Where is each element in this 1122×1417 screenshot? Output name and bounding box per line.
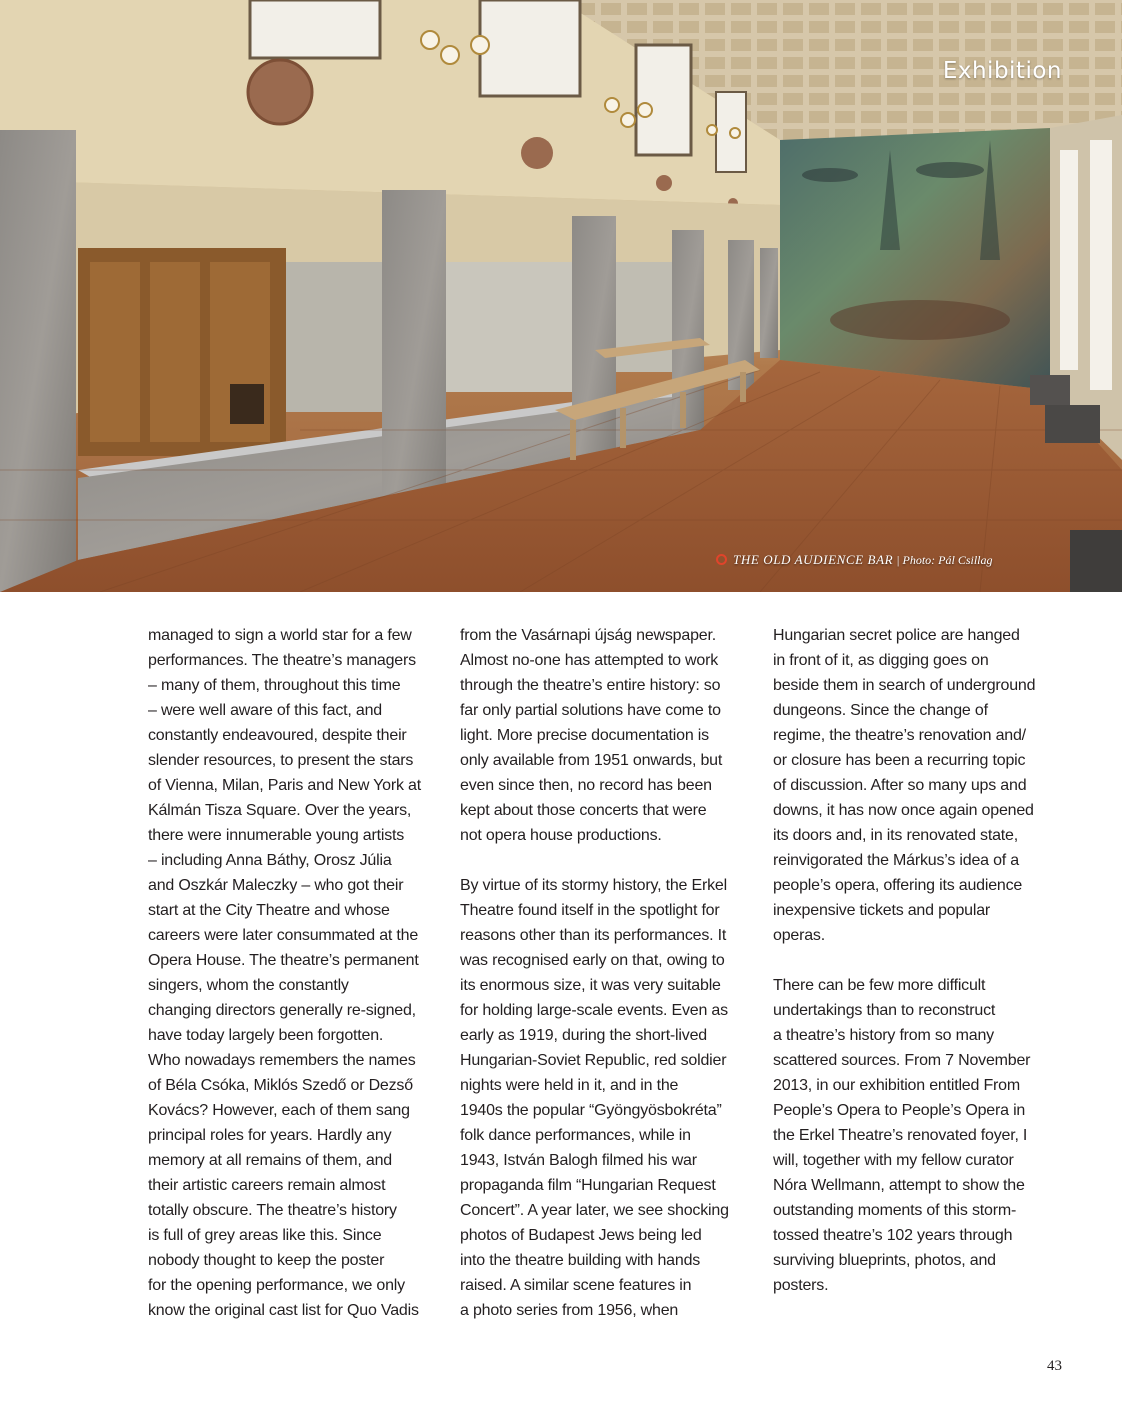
text-line: people’s opera, offering its audience (773, 877, 1023, 894)
text-line: Nóra Wellmann, attempt to show the (773, 1177, 1025, 1194)
text-line: a theatre’s history from so many (773, 1027, 994, 1044)
text-line: early as 1919, during the short-lived (460, 1027, 707, 1044)
text-line: from the Vasárnapi újság newspaper. (460, 627, 716, 644)
text-line: for the opening performance, we only (148, 1277, 405, 1294)
text-line: downs, it has now once again opened (773, 802, 1034, 819)
text-line: – many of them, throughout this time (148, 677, 401, 694)
text-line: By virtue of its stormy history, the Erkel (460, 877, 727, 894)
text-line: singers, whom the constantly (148, 977, 349, 994)
text-line: nobody thought to keep the poster (148, 1252, 385, 1269)
text-line: light. More precise documentation is (460, 727, 709, 744)
text-line: know the original cast list for Quo Vadis (148, 1302, 419, 1319)
text-line: Concert”. A year later, we see shocking (460, 1202, 729, 1219)
text-line: Opera House. The theatre’s permanent (148, 952, 419, 969)
text-line: – including Anna Báthy, Orosz Júlia (148, 852, 392, 869)
text-line: slender resources, to present the stars (148, 752, 414, 769)
text-line: reasons other than its performances. It (460, 927, 727, 944)
hero-photo (0, 0, 1122, 592)
text-line: Hungarian-Soviet Republic, red soldier (460, 1052, 727, 1069)
text-line: 1940s the popular “Gyöngyösbokréta” (460, 1102, 722, 1119)
text-line: propaganda film “Hungarian Request (460, 1177, 716, 1194)
text-line: for holding large-scale events. Even as (460, 1002, 728, 1019)
text-line: not opera house productions. (460, 827, 662, 844)
text-line: their artistic careers remain almost (148, 1177, 386, 1194)
text-line: memory at all remains of them, and (148, 1152, 392, 1169)
paragraph-gap (460, 848, 760, 873)
text-line: careers were later consummated at the (148, 927, 419, 944)
text-line: undertakings than to reconstruct (773, 1002, 996, 1019)
text-line: only available from 1951 onwards, but (460, 752, 723, 769)
text-line: or closure has been a recurring topic (773, 752, 1026, 769)
text-line: performances. The theatre’s managers (148, 652, 416, 669)
text-line: beside them in search of underground (773, 677, 1036, 694)
text-line: a photo series from 1956, when (460, 1302, 679, 1319)
text-line: photos of Budapest Jews being led (460, 1227, 702, 1244)
foyer-illustration (0, 0, 1122, 592)
text-line: the Erkel Theatre’s renovated foyer, I (773, 1127, 1028, 1144)
caption-title: THE OLD AUDIENCE BAR (733, 552, 894, 567)
text-line: there were innumerable young artists (148, 827, 405, 844)
text-line: surviving blueprints, photos, and (773, 1252, 996, 1269)
text-line: even since then, no record has been (460, 777, 712, 794)
text-line: principal roles for years. Hardly any (148, 1127, 392, 1144)
text-line: Theatre found itself in the spotlight for (460, 902, 720, 919)
text-line: in front of it, as digging goes on (773, 652, 989, 669)
photo-caption (716, 552, 993, 568)
text-line: inexpensive tickets and popular (773, 902, 991, 919)
text-line: of Vienna, Milan, Paris and New York at (148, 777, 421, 794)
text-line: was recognised early on that, owing to (460, 952, 725, 969)
text-line: – were well aware of this fact, and (148, 702, 383, 719)
caption-bullet-icon (716, 554, 727, 565)
text-column-3 (773, 623, 1073, 1298)
text-line: its doors and, in its renovated state, (773, 827, 1018, 844)
text-line: There can be few more difficult (773, 977, 986, 994)
paragraph-gap (773, 948, 1073, 973)
text-line: Hungarian secret police are hanged (773, 627, 1020, 644)
text-line: 2013, in our exhibition entitled From (773, 1077, 1020, 1094)
text-line: dungeons. Since the change of (773, 702, 988, 719)
text-line: folk dance performances, while in (460, 1127, 691, 1144)
text-line: into the theatre building with hands (460, 1252, 701, 1269)
text-line: will, together with my fellow curator (773, 1152, 1014, 1169)
caption-credit: Photo: Pál Csillag (902, 553, 993, 567)
text-line: posters. (773, 1277, 829, 1294)
text-column-2 (460, 623, 760, 1323)
text-line: Kálmán Tisza Square. Over the years, (148, 802, 412, 819)
caption-separator: | (893, 553, 903, 567)
text-line: have today largely been forgotten. (148, 1027, 384, 1044)
text-line: People’s Opera to People’s Opera in (773, 1102, 1026, 1119)
text-line: far only partial solutions have come to (460, 702, 721, 719)
text-line: nights were held in it, and in the (460, 1077, 679, 1094)
section-title: Exhibition (942, 58, 1062, 84)
text-line: through the theatre’s entire history: so (460, 677, 721, 694)
text-line: managed to sign a world star for a few (148, 627, 412, 644)
text-line: start at the City Theatre and whose (148, 902, 390, 919)
text-line: totally obscure. The theatre’s history (148, 1202, 397, 1219)
text-line: tossed theatre’s 102 years through (773, 1227, 1013, 1244)
text-line: regime, the theatre’s renovation and/ (773, 727, 1026, 744)
text-line: Kovács? However, each of them sang (148, 1102, 410, 1119)
text-line: and Oszkár Maleczky – who got their (148, 877, 404, 894)
text-line: operas. (773, 927, 825, 944)
text-line: 1943, István Balogh filmed his war (460, 1152, 697, 1169)
page-number: 43 (1047, 1358, 1062, 1374)
text-line: its enormous size, it was very suitable (460, 977, 721, 994)
text-column-1 (148, 623, 448, 1323)
text-line: kept about those concerts that were (460, 802, 707, 819)
text-line: raised. A similar scene features in (460, 1277, 692, 1294)
text-line: of discussion. After so many ups and (773, 777, 1027, 794)
text-line: reinvigorated the Márkus’s idea of a (773, 852, 1019, 869)
text-line: outstanding moments of this storm- (773, 1202, 1017, 1219)
text-line: scattered sources. From 7 November (773, 1052, 1031, 1069)
text-line: changing directors generally re-signed, (148, 1002, 416, 1019)
text-line: Who nowadays remembers the names (148, 1052, 416, 1069)
text-line: is full of grey areas like this. Since (148, 1227, 382, 1244)
text-line: Almost no-one has attempted to work (460, 652, 719, 669)
text-line: constantly endeavoured, despite their (148, 727, 407, 744)
text-line: of Béla Csóka, Miklós Szedő or Dezső (148, 1077, 413, 1094)
